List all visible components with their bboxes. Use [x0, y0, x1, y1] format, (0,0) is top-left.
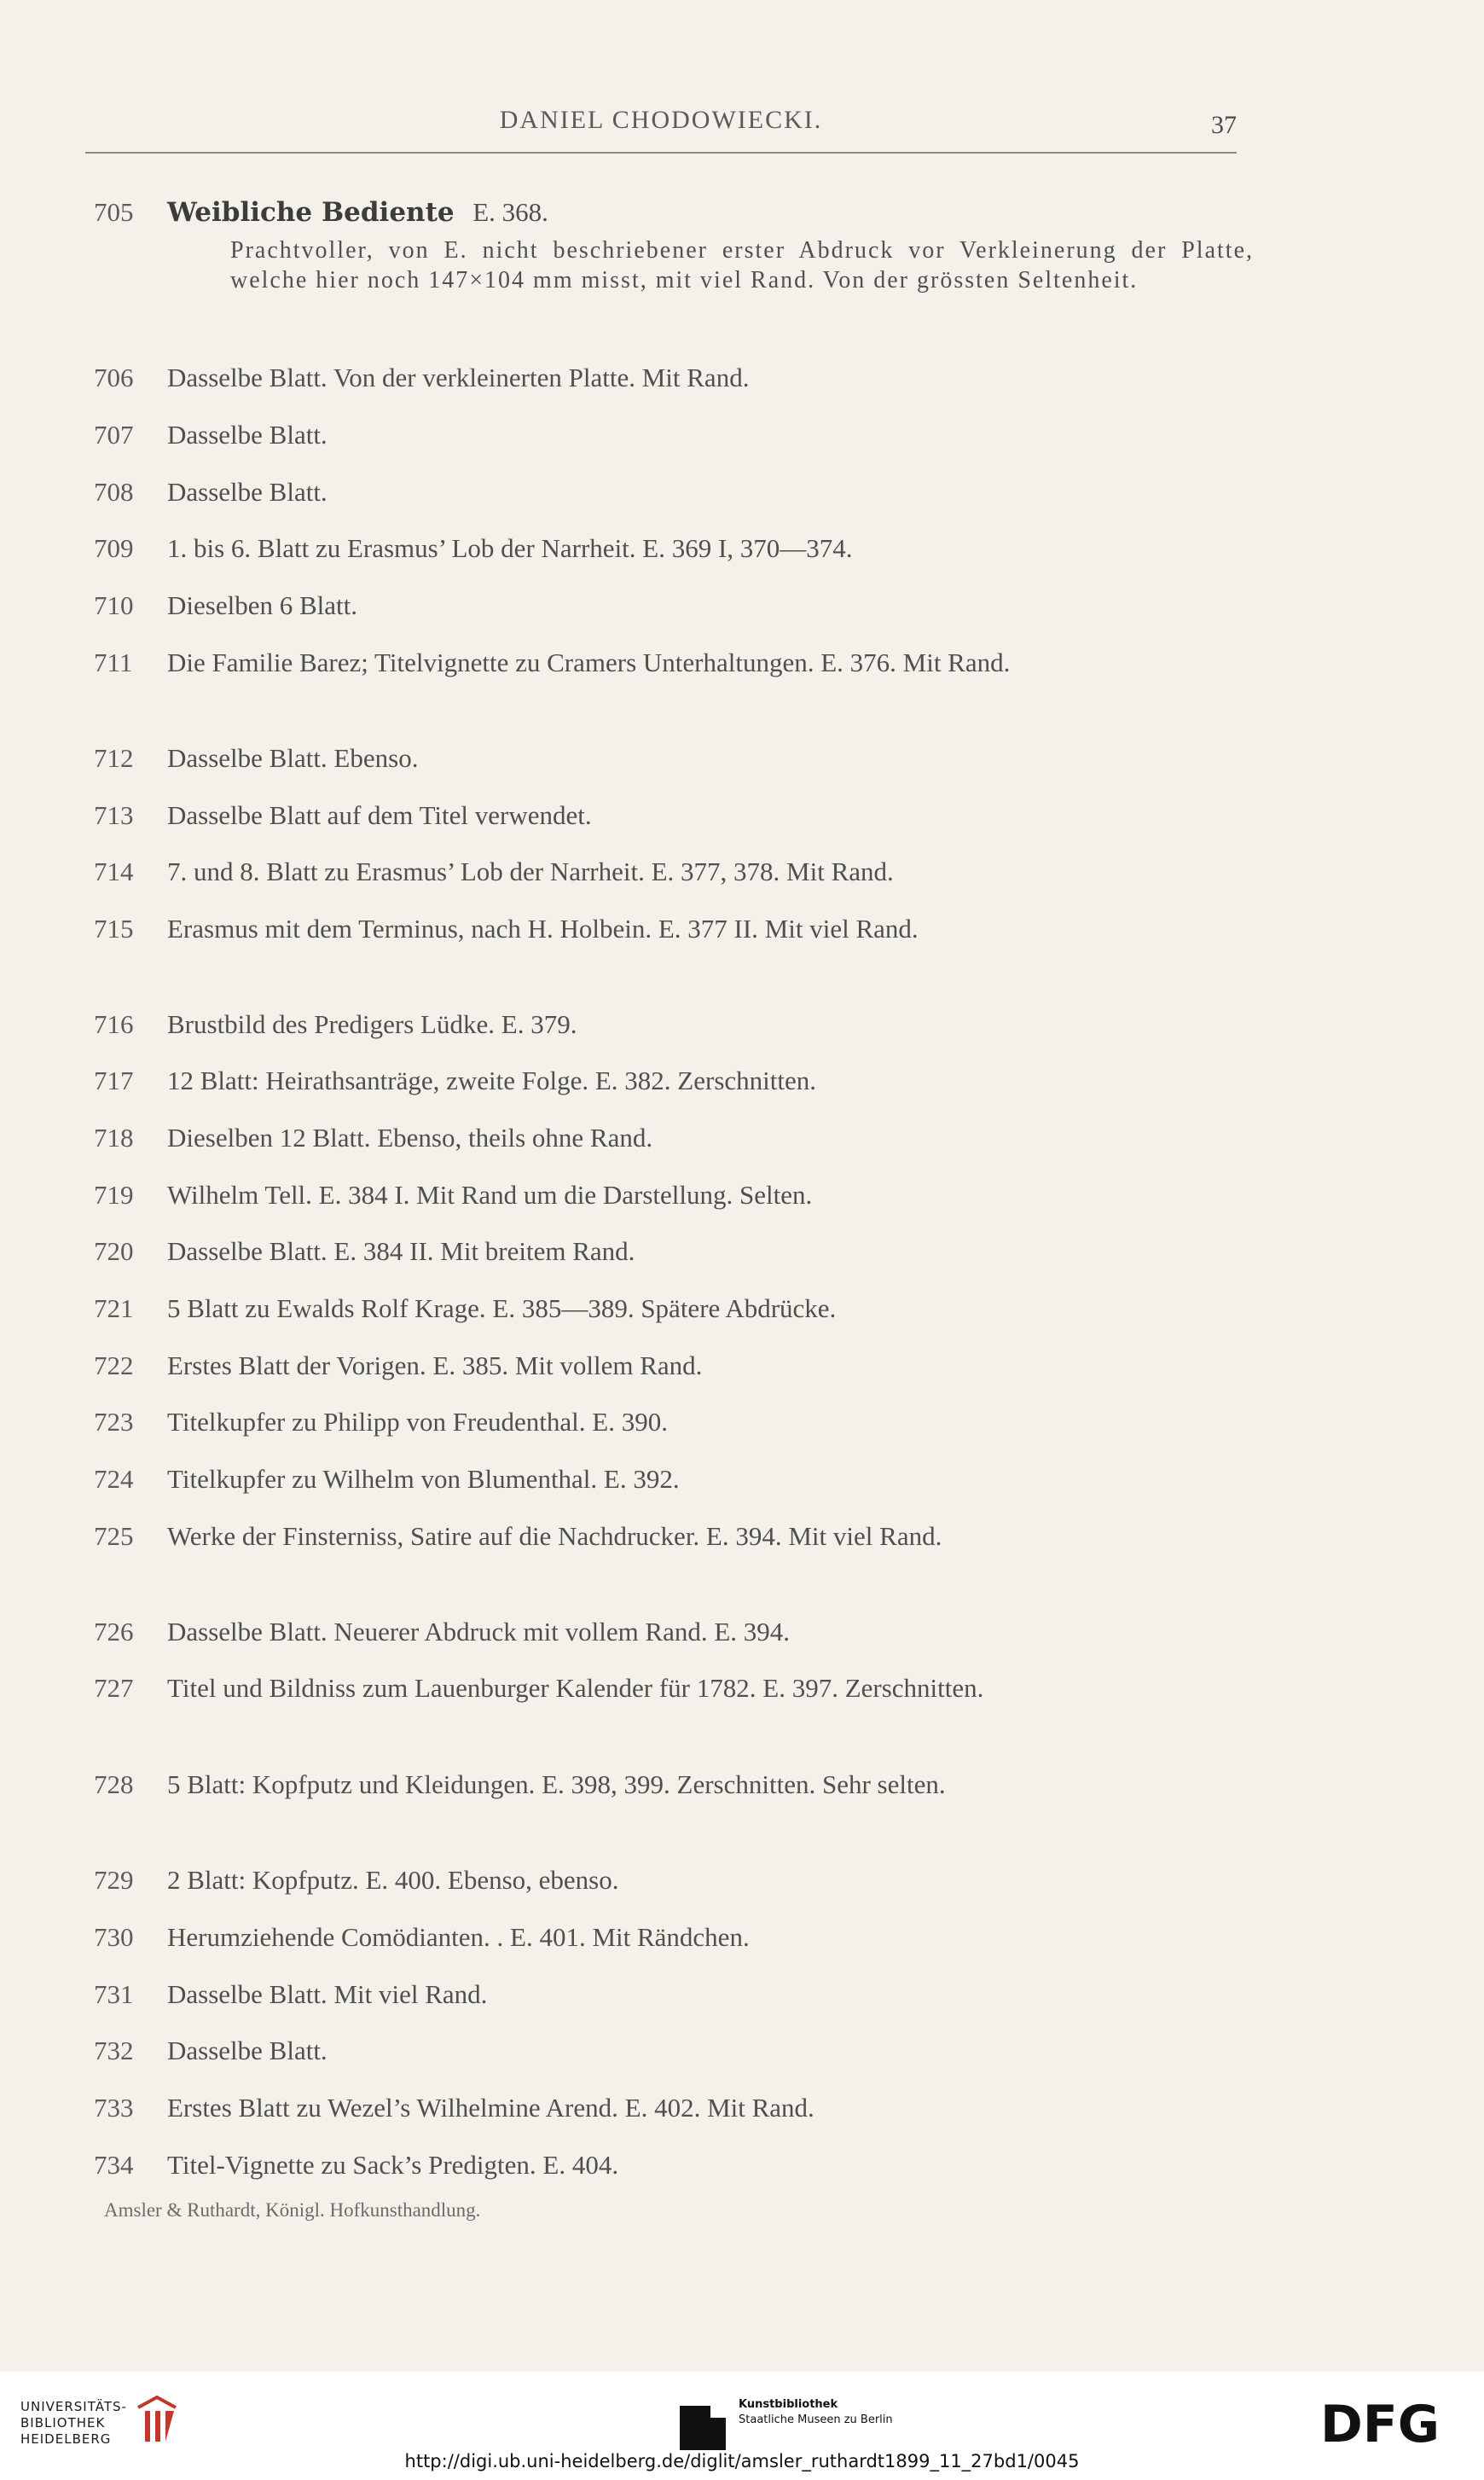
entry-title-line — [167, 197, 548, 228]
catalog-entry — [94, 531, 1254, 566]
entry-text: 1. bis 6. Blatt zu Erasmus’ Lob der Narrheit. E. 369 I, 370—374. — [167, 533, 853, 563]
running-head — [85, 101, 1237, 154]
entry-text: Dieselben 6 Blatt. — [167, 590, 357, 620]
entry-number: 715 — [94, 914, 134, 944]
entry-text: Dasselbe Blatt. Mit viel Rand. — [167, 1979, 488, 2009]
catalog-entry — [94, 1007, 1254, 1042]
catalog-entry — [94, 2090, 1254, 2125]
entry-number: 705 — [94, 197, 134, 227]
entry-number: 712 — [94, 743, 134, 773]
catalog-entry — [94, 1614, 1254, 1649]
digitization-footer — [0, 2372, 1484, 2480]
entry-number: 732 — [94, 2036, 134, 2065]
catalog-entry — [94, 798, 1254, 833]
running-title: DANIEL CHODOWIECKI. — [499, 106, 823, 134]
catalog-entry — [94, 1461, 1254, 1496]
kunstbibliothek-label — [739, 2397, 893, 2428]
catalog-entry — [94, 1120, 1254, 1155]
catalog-entry — [94, 1234, 1254, 1269]
entry-text: Werke der Finsterniss, Satire auf die Nachdrucker. E. 394. Mit viel Rand. — [167, 1521, 942, 1551]
entry-number: 722 — [94, 1350, 134, 1380]
catalog-entry — [94, 1977, 1254, 2012]
entry-number: 720 — [94, 1236, 134, 1266]
university-label-line: BIBLIOTHEK — [20, 2415, 106, 2431]
entry-text: 5 Blatt zu Ewalds Rolf Krage. E. 385—389. Spätere Abdrücke. — [167, 1293, 837, 1323]
catalog-entry — [94, 645, 1254, 680]
catalog-entry — [94, 1519, 1254, 1554]
catalog-entry — [94, 1404, 1254, 1439]
entry-text: Wilhelm Tell. E. 384 I. Mit Rand um die Darstellung. Selten. — [167, 1180, 813, 1210]
entry-text: 2 Blatt: Kopfputz. E. 400. Ebenso, ebenso. — [167, 1865, 619, 1895]
entry-number: 707 — [94, 420, 134, 450]
entry-number: 711 — [94, 648, 133, 677]
entry-number: 721 — [94, 1293, 134, 1323]
kunstbibliothek-sub: Staatliche Museen zu Berlin — [739, 2413, 893, 2426]
kunstbibliothek-logo — [680, 2406, 726, 2450]
entry-text: Dasselbe Blatt. Ebenso. — [167, 743, 419, 773]
university-label-line: UNIVERSITÄTS- — [20, 2399, 127, 2414]
entry-description: Prachtvoller, von E. nicht beschriebener erster Abdruck vor Verkleinerung der Platte, welche hier noch 147×104 mm misst, mit viel Rand. Von der grössten Seltenheit. — [230, 237, 1254, 293]
entry-text: Herumziehende Comödianten. . E. 401. Mit Rändchen. — [167, 1922, 750, 1952]
entry-number: 731 — [94, 1979, 134, 2009]
entry-text: Dasselbe Blatt auf dem Titel verwendet. — [167, 800, 592, 830]
entry-number: 723 — [94, 1407, 134, 1437]
catalog-entry — [94, 360, 1254, 395]
entry-number: 706 — [94, 363, 134, 392]
entry-number: 726 — [94, 1617, 134, 1647]
entry-text: Erstes Blatt der Vorigen. E. 385. Mit vollem Rand. — [167, 1350, 703, 1380]
page-number: 37 — [1211, 111, 1237, 139]
catalog-entry — [94, 1767, 1254, 1802]
catalog-entry — [94, 1063, 1254, 1098]
catalog-entry — [94, 1177, 1254, 1212]
catalog-entry — [94, 2033, 1254, 2068]
entry-text: 5 Blatt: Kopfputz und Kleidungen. E. 398, 399. Zerschnitten. Sehr selten. — [167, 1769, 946, 1799]
entry-number: 716 — [94, 1009, 134, 1039]
entry-text: Erasmus mit dem Terminus, nach H. Holbein. E. 377 II. Mit viel Rand. — [167, 914, 919, 944]
entry-number: 730 — [94, 1922, 134, 1952]
dfg-logo — [1320, 2397, 1465, 2447]
catalog-entry — [94, 2147, 1254, 2182]
kunstbibliothek-name: Kunstbibliothek — [739, 2398, 838, 2411]
dfg-logo-text: DFG — [1320, 2397, 1441, 2447]
entry-number: 714 — [94, 857, 134, 886]
entry-text: Titelkupfer zu Wilhelm von Blumenthal. E. 392. — [167, 1464, 680, 1494]
entry-text: Erstes Blatt zu Wezel’s Wilhelmine Arend. E. 402. Mit Rand. — [167, 2093, 814, 2123]
entry-number: 733 — [94, 2093, 134, 2123]
entry-text: Titel und Bildniss zum Lauenburger Kalender für 1782. E. 397. Zerschnitten. — [167, 1673, 984, 1703]
university-library-logo — [135, 2392, 179, 2452]
entry-reference: E. 368. — [472, 197, 548, 227]
catalog-entry — [94, 588, 1254, 623]
entry-text: Dasselbe Blatt. E. 384 II. Mit breitem Rand. — [167, 1236, 635, 1266]
entry-title: Weibliche Bediente — [167, 197, 455, 228]
entry-number: 725 — [94, 1521, 134, 1551]
entry-text: Titel-Vignette zu Sack’s Predigten. E. 404. — [167, 2150, 619, 2180]
catalog-entry — [94, 911, 1254, 946]
entry-number: 713 — [94, 800, 134, 830]
catalog-entry — [94, 741, 1254, 775]
entry-text: Dasselbe Blatt. — [167, 420, 328, 450]
entry-text: Dieselben 12 Blatt. Ebenso, theils ohne Rand. — [167, 1123, 653, 1153]
catalog-entry — [94, 474, 1254, 509]
entry-number: 734 — [94, 2150, 134, 2180]
source-url[interactable]: http://digi.ub.uni-heidelberg.de/diglit/amsler_ruthardt1899_11_27bd1/0045 — [404, 2451, 1080, 2471]
catalog-entry — [94, 1670, 1254, 1705]
entry-text: 12 Blatt: Heirathsanträge, zweite Folge. E. 382. Zerschnitten. — [167, 1066, 816, 1095]
catalog-entry — [94, 1862, 1254, 1897]
entry-number: 718 — [94, 1123, 134, 1153]
entry-number: 709 — [94, 533, 134, 563]
catalog-entry — [94, 854, 1254, 889]
university-label-line: HEIDELBERG — [20, 2431, 112, 2447]
entry-text: Dasselbe Blatt. — [167, 2036, 328, 2065]
entry-number: 717 — [94, 1066, 134, 1095]
catalog-entry — [94, 195, 1254, 295]
entry-number: 710 — [94, 590, 134, 620]
entry-number: 708 — [94, 477, 134, 507]
entry-text: Dasselbe Blatt. Neuerer Abdruck mit vollem Rand. E. 394. — [167, 1617, 791, 1647]
entry-number: 727 — [94, 1673, 134, 1703]
entry-text: Brustbild des Predigers Lüdke. E. 379. — [167, 1009, 577, 1039]
entry-text: Die Familie Barez; Titelvignette zu Cramers Unterhaltungen. E. 376. Mit Rand. — [167, 648, 1011, 677]
entry-number: 728 — [94, 1769, 134, 1799]
entry-text: Titelkupfer zu Philipp von Freudenthal. E. 390. — [167, 1407, 668, 1437]
publisher-imprint: Amsler & Ruthardt, Königl. Hofkunsthandlung. — [104, 2199, 481, 2221]
entry-text: Dasselbe Blatt. Von der verkleinerten Platte. Mit Rand. — [167, 363, 750, 392]
catalog-entry — [94, 1920, 1254, 1954]
entry-number: 724 — [94, 1464, 134, 1494]
entry-text: Dasselbe Blatt. — [167, 477, 328, 507]
entry-number: 729 — [94, 1865, 134, 1895]
catalog-entry — [94, 1348, 1254, 1383]
entry-text: 7. und 8. Blatt zu Erasmus’ Lob der Narrheit. E. 377, 378. Mit Rand. — [167, 857, 894, 886]
catalog-entry — [94, 417, 1254, 452]
catalog-entry — [94, 1291, 1254, 1326]
university-library-label — [20, 2399, 127, 2448]
entry-number: 719 — [94, 1180, 134, 1210]
